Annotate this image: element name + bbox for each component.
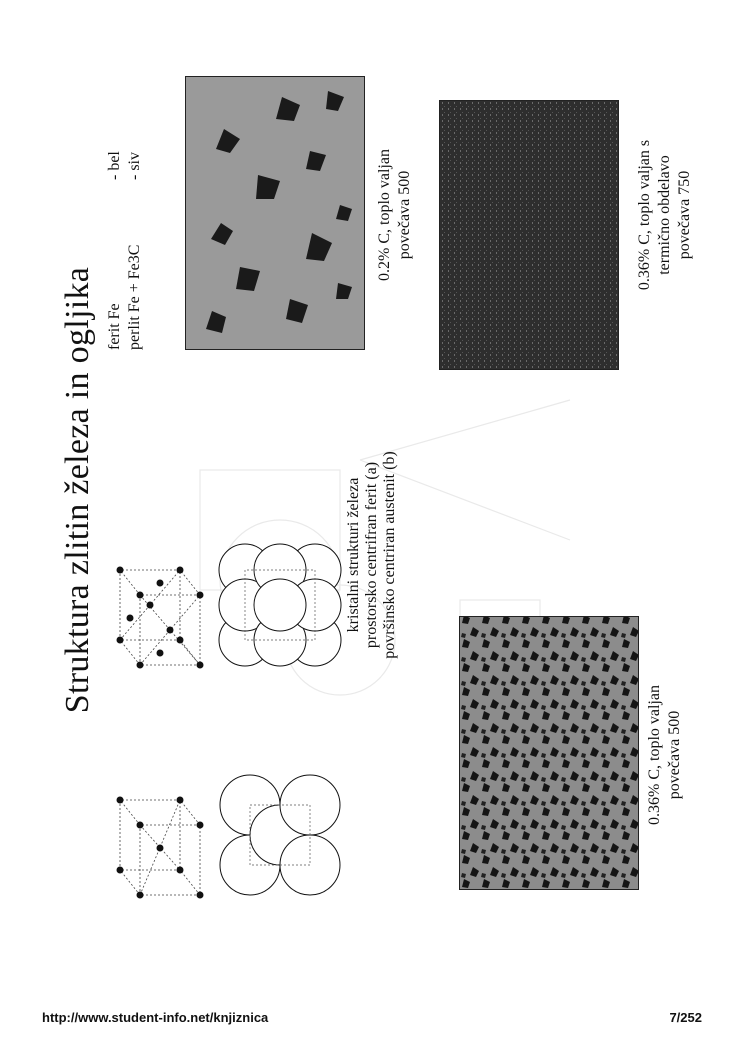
bcc-lattice-diagram <box>115 785 210 905</box>
micrograph-0.2C <box>185 76 365 350</box>
slide-title: Struktura zlitin železa in ogljika <box>59 266 96 714</box>
micrograph-caption-0.2C <box>375 70 415 360</box>
micrograph-0.36C <box>459 616 639 890</box>
legend-row-pearlite <box>125 151 145 350</box>
caption-line: 0.2% C, toplo valjan <box>376 149 393 281</box>
legend-value: - bel <box>106 151 123 180</box>
legend-row-ferrite <box>105 151 125 350</box>
crystal-structure-caption <box>345 405 399 705</box>
rotated-slide <box>45 60 705 920</box>
caption-line: termično obdelavo <box>656 155 673 275</box>
caption-line: 0.36% C, toplo valjan s <box>636 139 653 291</box>
fcc-sphere-packing <box>215 530 345 680</box>
bcc-sphere-packing <box>215 760 345 910</box>
micrograph-caption-0.36C <box>645 610 685 900</box>
page-number: 7/252 <box>669 1010 702 1025</box>
caption-line: povečava 500 <box>396 170 413 260</box>
footer-url[interactable]: http://www.student-info.net/knjiznica <box>42 1010 269 1025</box>
legend-label: perlit Fe + Fe3C <box>126 244 143 350</box>
caption-line: povečava 750 <box>676 170 693 260</box>
micrograph-0.36C-heat-treated <box>439 100 619 370</box>
caption-line: površinsko centriran austenit (b) <box>381 451 398 659</box>
caption-line: prostorsko centrifran ferit (a) <box>363 461 380 649</box>
legend-label: ferit Fe <box>106 303 123 350</box>
caption-line: kristalni strukturi železa <box>345 477 362 633</box>
caption-line: povečava 500 <box>666 710 683 800</box>
fcc-lattice-diagram <box>115 555 210 675</box>
legend-value: - siv <box>126 152 143 180</box>
phase-legend <box>105 151 145 350</box>
caption-line: 0.36% C, toplo valjan <box>646 685 663 825</box>
micrograph-caption-0.36C-heat-treated <box>635 70 695 360</box>
